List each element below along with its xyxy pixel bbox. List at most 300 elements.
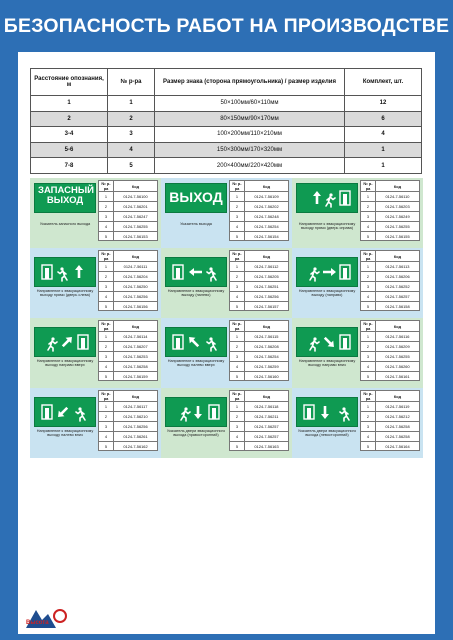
code-size-cell: 5 — [99, 441, 114, 451]
spec-cell: 1 — [31, 96, 108, 112]
product-code-table — [360, 180, 420, 241]
code-header-row — [230, 181, 289, 192]
table-row — [230, 231, 289, 241]
code-value-cell: 0124-7-56113 — [376, 262, 420, 272]
code-size-cell: 5 — [99, 301, 114, 311]
table-row — [361, 332, 420, 342]
code-size-cell: 4 — [230, 221, 245, 231]
sign-card — [292, 388, 423, 458]
size-spec-table — [30, 68, 422, 174]
exit-sign-text — [165, 183, 227, 213]
spec-cell: 1 — [345, 142, 422, 158]
sign-caption: Указатель запасного выхода — [39, 222, 91, 226]
table-row — [361, 341, 420, 351]
sign-caption: Направление к эвакуационному выходу прямо (дверь слева) — [36, 289, 94, 298]
table-row — [99, 402, 158, 412]
table-row — [361, 281, 420, 291]
table-row — [230, 221, 289, 231]
sign-caption: Указатель двери эвакуационного выхода (правосторонний) — [166, 429, 226, 438]
code-header-row — [99, 181, 158, 192]
product-code-table — [98, 180, 158, 241]
code-size-cell: 2 — [99, 271, 114, 281]
code-size-cell: 4 — [361, 431, 376, 441]
table-row — [361, 201, 420, 211]
code-size-cell: 1 — [361, 262, 376, 272]
product-code-table — [360, 320, 420, 381]
code-value-cell: 0124-7-56203 — [376, 201, 420, 211]
code-size-cell: 2 — [361, 201, 376, 211]
code-size-cell: 1 — [361, 192, 376, 202]
product-code-table — [98, 250, 158, 311]
sign-card — [161, 178, 292, 248]
code-value-cell: 0124-7-56202 — [245, 201, 289, 211]
table-row — [99, 351, 158, 361]
product-code-table — [360, 390, 420, 451]
code-value-cell: 0124-7-56114 — [114, 332, 158, 342]
sign-label: ВЫХОД — [169, 189, 223, 205]
sign-caption: Направление к эвакуационному выходу прямо (дверь справа) — [298, 222, 356, 231]
code-size-cell: 4 — [361, 291, 376, 301]
code-header-code: Код — [376, 321, 420, 332]
code-value-cell: 0124-7-56260 — [376, 361, 420, 371]
table-row — [361, 402, 420, 412]
code-size-cell: 2 — [230, 271, 245, 281]
code-header-row — [99, 251, 158, 262]
table-row — [361, 421, 420, 431]
code-size-cell: 3 — [230, 351, 245, 361]
table-row — [99, 411, 158, 421]
spec-cell: 5-6 — [31, 142, 108, 158]
spec-cell: 1 — [108, 96, 155, 112]
sign-caption: Направление к эвакуационному выходу направо вниз — [298, 359, 356, 368]
code-value-cell: 0124-7-56160 — [245, 371, 289, 381]
table-row — [230, 262, 289, 272]
spec-cell: 4 — [108, 142, 155, 158]
table-row — [361, 361, 420, 371]
exit-sign-text — [34, 183, 96, 213]
code-value-cell: 0124-7-56119 — [376, 402, 420, 412]
code-size-cell: 3 — [361, 281, 376, 291]
code-header-code: Код — [245, 391, 289, 402]
code-header-code: Код — [376, 181, 420, 192]
sign-card — [161, 248, 292, 318]
code-value-cell: 0124-7-56256 — [114, 421, 158, 431]
sign-caption: Направление к эвакуационному выходу (направо) — [298, 289, 356, 298]
spec-cell: 2 — [108, 111, 155, 127]
code-size-cell: 3 — [361, 351, 376, 361]
code-size-cell: 5 — [230, 441, 245, 451]
table-row — [361, 221, 420, 231]
table-row — [99, 371, 158, 381]
code-value-cell: 0124-7-56257 — [376, 291, 420, 301]
spec-header-kit: Комплект, шт. — [345, 69, 422, 96]
brand-logo — [22, 606, 74, 632]
table-row — [230, 301, 289, 311]
code-header-size-no: № р-ра — [230, 321, 245, 332]
exit-sign-door-up — [34, 257, 96, 287]
table-row — [230, 291, 289, 301]
exit-sign-run-up — [296, 183, 358, 213]
code-size-cell: 5 — [230, 301, 245, 311]
code-size-cell: 3 — [99, 281, 114, 291]
code-value-cell: 0124-7-56164 — [376, 441, 420, 451]
code-size-cell: 5 — [99, 371, 114, 381]
spec-cell: 6 — [345, 111, 422, 127]
exit-sign-downright — [296, 327, 358, 357]
code-header-size-no: № р-ра — [361, 181, 376, 192]
code-header-code: Код — [114, 181, 158, 192]
code-value-cell: 0124-7-56205 — [245, 271, 289, 281]
code-size-cell: 4 — [230, 291, 245, 301]
code-header-row — [99, 321, 158, 332]
table-row — [361, 271, 420, 281]
code-size-cell: 2 — [99, 341, 114, 351]
code-header-code: Код — [114, 251, 158, 262]
code-value-cell: 0124-7-56257 — [245, 421, 289, 431]
table-row — [99, 441, 158, 451]
code-value-cell: 0124-7-56162 — [114, 441, 158, 451]
code-size-cell: 4 — [230, 361, 245, 371]
table-row — [99, 211, 158, 221]
code-size-cell: 1 — [230, 192, 245, 202]
code-value-cell: 0124-7-56206 — [376, 271, 420, 281]
code-size-cell: 2 — [99, 411, 114, 421]
table-row — [99, 201, 158, 211]
code-header-size-no: № р-ра — [230, 181, 245, 192]
code-size-cell: 1 — [361, 402, 376, 412]
sign-label: ЗАПАСНЫЙ ВЫХОД — [38, 185, 94, 206]
table-row — [230, 431, 289, 441]
code-value-cell: 0124-7-56100 — [114, 192, 158, 202]
product-code-table — [98, 390, 158, 451]
table-row — [99, 332, 158, 342]
code-value-cell: 0124-7-56258 — [376, 421, 420, 431]
code-header-size-no: № р-ра — [99, 181, 114, 192]
sign-caption: Указатель выхода — [180, 222, 212, 226]
code-value-cell: 0124-7-56251 — [245, 281, 289, 291]
code-size-cell: 2 — [99, 201, 114, 211]
spec-cell: 150×300мм/170×320мм — [155, 142, 345, 158]
table-row — [361, 192, 420, 202]
table-row — [31, 111, 422, 127]
sign-caption: Направление к эвакуационному выходу (налево) — [167, 289, 225, 298]
exit-sign-upleft — [165, 327, 227, 357]
code-header-code: Код — [114, 321, 158, 332]
code-value-cell: 0124-7-56255 — [376, 221, 420, 231]
code-size-cell: 5 — [99, 231, 114, 241]
table-row — [230, 281, 289, 291]
spec-cell: 12 — [345, 96, 422, 112]
code-value-cell: 0124-7-56112 — [245, 262, 289, 272]
code-size-cell: 4 — [99, 221, 114, 231]
table-row — [230, 351, 289, 361]
code-size-cell: 5 — [230, 231, 245, 241]
code-header-code: Код — [245, 321, 289, 332]
spec-header-row — [31, 69, 422, 96]
code-size-cell: 1 — [99, 192, 114, 202]
code-value-cell: 0124-7-56204 — [114, 271, 158, 281]
table-row — [361, 301, 420, 311]
code-header-size-no: № р-ра — [230, 251, 245, 262]
table-row — [361, 291, 420, 301]
sign-caption: Направление к эвакуационному выходу налево вниз — [36, 429, 94, 438]
table-row — [99, 301, 158, 311]
table-row — [230, 402, 289, 412]
spec-header-distance: Расстояние опознания, м — [31, 69, 108, 96]
code-size-cell: 2 — [361, 411, 376, 421]
code-size-cell: 3 — [99, 211, 114, 221]
code-value-cell: 0124-7-56111 — [114, 262, 158, 272]
table-row — [99, 281, 158, 291]
code-header-row — [361, 321, 420, 332]
sign-caption: Указатель двери эвакуационного выхода (левосторонний) — [297, 429, 357, 438]
code-header-row — [361, 181, 420, 192]
code-value-cell: 0124-7-56255 — [376, 351, 420, 361]
spec-cell: 200×400мм/220×420мм — [155, 158, 345, 174]
table-row — [99, 431, 158, 441]
exit-sign-run-down — [165, 397, 227, 427]
table-row — [230, 371, 289, 381]
sign-caption: Направление к эвакуационному выходу налево вверх — [167, 359, 225, 368]
code-size-cell: 5 — [361, 441, 376, 451]
table-row — [99, 421, 158, 431]
code-size-cell: 1 — [99, 332, 114, 342]
code-size-cell: 4 — [99, 431, 114, 441]
code-size-cell: 5 — [361, 371, 376, 381]
spec-cell: 5 — [108, 158, 155, 174]
code-size-cell: 4 — [230, 431, 245, 441]
table-row — [31, 158, 422, 174]
spec-cell: 50×100мм/60×110мм — [155, 96, 345, 112]
page-header — [0, 0, 453, 52]
code-value-cell: 0124-7-56252 — [376, 281, 420, 291]
code-value-cell: 0124-7-56154 — [245, 231, 289, 241]
product-code-table — [98, 320, 158, 381]
code-value-cell: 0124-7-56259 — [245, 361, 289, 371]
code-value-cell: 0124-7-56250 — [114, 281, 158, 291]
code-value-cell: 0124-7-56161 — [376, 371, 420, 381]
code-size-cell: 1 — [230, 402, 245, 412]
code-size-cell: 3 — [99, 351, 114, 361]
product-code-table — [229, 320, 289, 381]
table-row — [99, 192, 158, 202]
exit-sign-upright — [34, 327, 96, 357]
code-value-cell: 0124-7-56212 — [376, 411, 420, 421]
table-row — [230, 411, 289, 421]
sign-caption: Направление к эвакуационному выходу направо вверх — [36, 359, 94, 368]
table-row — [230, 421, 289, 431]
table-row — [99, 291, 158, 301]
code-size-cell: 5 — [361, 231, 376, 241]
code-value-cell: 0124-7-56209 — [376, 341, 420, 351]
spec-cell: 1 — [345, 158, 422, 174]
code-size-cell: 1 — [99, 262, 114, 272]
code-value-cell: 0124-7-56247 — [114, 211, 158, 221]
code-header-size-no: № р-ра — [361, 391, 376, 402]
code-header-row — [99, 391, 158, 402]
sign-card — [30, 388, 161, 458]
code-size-cell: 1 — [361, 332, 376, 342]
code-size-cell: 2 — [230, 341, 245, 351]
code-value-cell: 0124-7-56258 — [114, 361, 158, 371]
code-size-cell: 4 — [99, 291, 114, 301]
code-size-cell: 5 — [230, 371, 245, 381]
brand-logo-text: Высота — [26, 620, 49, 626]
table-row — [361, 371, 420, 381]
code-value-cell: 0124-7-56254 — [245, 221, 289, 231]
code-header-code: Код — [114, 391, 158, 402]
table-row — [230, 201, 289, 211]
spec-cell: 100×200мм/110×210мм — [155, 127, 345, 143]
code-size-cell: 4 — [361, 361, 376, 371]
table-row — [230, 341, 289, 351]
code-header-row — [361, 251, 420, 262]
code-value-cell: 0124-7-56157 — [245, 301, 289, 311]
table-row — [361, 441, 420, 451]
product-code-table — [229, 250, 289, 311]
code-value-cell: 0124-7-56156 — [114, 301, 158, 311]
table-row — [99, 271, 158, 281]
product-code-table — [229, 390, 289, 451]
table-row — [230, 211, 289, 221]
sign-card — [292, 178, 423, 248]
code-size-cell: 5 — [361, 301, 376, 311]
table-row — [230, 332, 289, 342]
code-value-cell: 0124-7-56257 — [245, 431, 289, 441]
code-size-cell: 3 — [361, 421, 376, 431]
code-size-cell: 4 — [361, 221, 376, 231]
code-value-cell: 0124-7-56155 — [376, 231, 420, 241]
spec-cell: 3 — [108, 127, 155, 143]
code-value-cell: 0124-7-56211 — [245, 411, 289, 421]
spec-header-size-no: № р-ра — [108, 69, 155, 96]
spec-cell: 4 — [345, 127, 422, 143]
code-value-cell: 0124-7-56256 — [245, 291, 289, 301]
code-value-cell: 0124-7-56159 — [114, 371, 158, 381]
code-value-cell: 0124-7-56249 — [376, 211, 420, 221]
exit-sign-downleft — [34, 397, 96, 427]
exit-sign-door-down — [296, 397, 358, 427]
code-header-code: Код — [376, 251, 420, 262]
page-title: БЕЗОПАСНОСТЬ РАБОТ НА ПРОИЗВОДСТВЕ — [3, 14, 450, 37]
code-size-cell: 3 — [230, 421, 245, 431]
code-value-cell: 0124-7-56158 — [376, 301, 420, 311]
code-value-cell: 0124-7-56115 — [245, 332, 289, 342]
table-row — [361, 411, 420, 421]
exit-sign-left — [165, 257, 227, 287]
table-row — [230, 192, 289, 202]
table-row — [99, 361, 158, 371]
code-header-row — [361, 391, 420, 402]
sign-card — [30, 318, 161, 388]
code-value-cell: 0124-7-56208 — [245, 341, 289, 351]
code-value-cell: 0124-7-56253 — [114, 351, 158, 361]
code-size-cell: 2 — [361, 271, 376, 281]
code-value-cell: 0124-7-56153 — [114, 231, 158, 241]
code-size-cell: 2 — [230, 411, 245, 421]
code-size-cell: 3 — [99, 421, 114, 431]
table-row — [361, 431, 420, 441]
code-header-size-no: № р-ра — [361, 321, 376, 332]
code-header-code: Код — [245, 181, 289, 192]
spec-cell: 2 — [31, 111, 108, 127]
code-value-cell: 0124-7-56261 — [114, 431, 158, 441]
spec-cell: 7-8 — [31, 158, 108, 174]
code-value-cell: 0124-7-56207 — [114, 341, 158, 351]
code-size-cell: 1 — [230, 262, 245, 272]
code-size-cell: 2 — [361, 341, 376, 351]
code-value-cell: 0124-7-56254 — [245, 351, 289, 361]
spec-cell: 3-4 — [31, 127, 108, 143]
code-header-size-no: № р-ра — [361, 251, 376, 262]
sign-card — [30, 248, 161, 318]
code-header-size-no: № р-ра — [99, 321, 114, 332]
code-size-cell: 3 — [230, 281, 245, 291]
code-header-row — [230, 321, 289, 332]
code-header-code: Код — [376, 391, 420, 402]
code-value-cell: 0124-7-56116 — [376, 332, 420, 342]
sign-card — [161, 318, 292, 388]
exit-sign-right — [296, 257, 358, 287]
product-code-table — [360, 250, 420, 311]
code-value-cell: 0124-7-56256 — [114, 291, 158, 301]
table-row — [361, 231, 420, 241]
table-row — [99, 221, 158, 231]
code-value-cell: 0124-7-56210 — [114, 411, 158, 421]
code-header-row — [230, 391, 289, 402]
code-header-size-no: № р-ра — [99, 391, 114, 402]
sign-card — [292, 318, 423, 388]
table-row — [99, 341, 158, 351]
table-row — [361, 351, 420, 361]
code-header-size-no: № р-ра — [99, 251, 114, 262]
spec-cell: 80×150мм/90×170мм — [155, 111, 345, 127]
sign-card — [292, 248, 423, 318]
code-value-cell: 0124-7-56248 — [245, 211, 289, 221]
table-row — [230, 361, 289, 371]
product-code-table — [229, 180, 289, 241]
table-row — [99, 231, 158, 241]
sign-card — [161, 388, 292, 458]
sign-card — [30, 178, 161, 248]
table-row — [31, 96, 422, 112]
table-row — [361, 211, 420, 221]
table-row — [31, 142, 422, 158]
code-value-cell: 0124-7-56118 — [245, 402, 289, 412]
code-size-cell: 2 — [230, 201, 245, 211]
table-row — [230, 271, 289, 281]
spec-header-dimensions: Размер знака (сторона прямоугольника) / размер изделия — [155, 69, 345, 96]
code-size-cell: 1 — [230, 332, 245, 342]
table-row — [99, 262, 158, 272]
table-row — [361, 262, 420, 272]
code-value-cell: 0124-7-56163 — [245, 441, 289, 451]
code-size-cell: 3 — [361, 211, 376, 221]
code-size-cell: 4 — [99, 361, 114, 371]
code-value-cell: 0124-7-56110 — [376, 192, 420, 202]
code-value-cell: 0124-7-56255 — [114, 221, 158, 231]
code-value-cell: 0124-7-56117 — [114, 402, 158, 412]
code-header-code: Код — [245, 251, 289, 262]
code-size-cell: 3 — [230, 211, 245, 221]
code-size-cell: 1 — [99, 402, 114, 412]
table-row — [31, 127, 422, 143]
code-header-size-no: № р-ра — [230, 391, 245, 402]
code-value-cell: 0124-7-56258 — [376, 431, 420, 441]
table-row — [230, 441, 289, 451]
code-value-cell: 0124-7-56109 — [245, 192, 289, 202]
code-header-row — [230, 251, 289, 262]
